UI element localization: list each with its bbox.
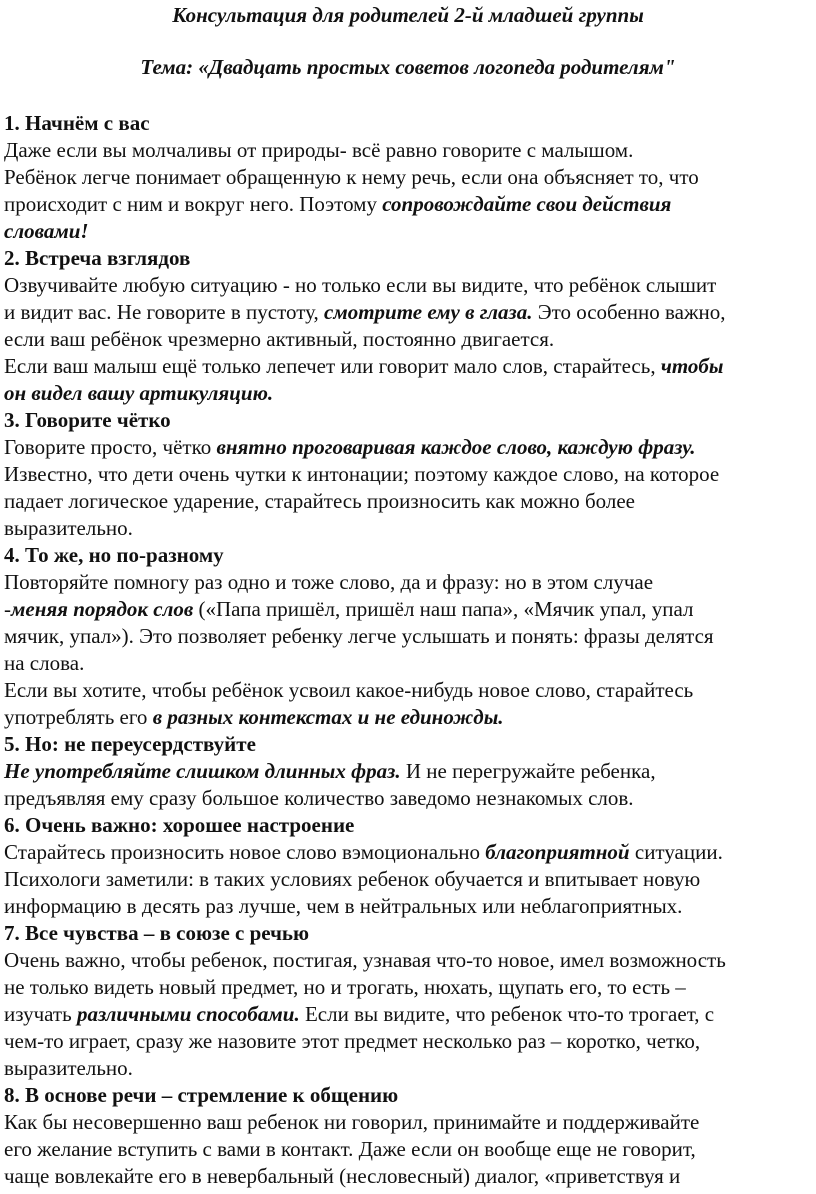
body-text: Как бы несовершенно ваш ребенок ни говорил, принимайте и поддерживайте <box>4 1110 700 1134</box>
document-topic: Тема: «Двадцать простых советов логопеда родителям" <box>140 55 676 79</box>
body-text: Известно, что дети очень чутки к интонации; поэтому каждое слово, на которое <box>4 462 720 486</box>
body-text: изучать <box>4 1002 77 1026</box>
paragraph-line <box>4 1055 816 1082</box>
body-text: Если вы видите, что ребенок что-то трогает, с <box>299 1002 715 1026</box>
paragraph-line <box>4 218 816 245</box>
body-text: если ваш ребёнок чрезмерно активный, постоянно двигается. <box>4 327 555 351</box>
paragraph-line <box>4 785 816 812</box>
section-heading: 1. Начнём с вас <box>4 111 150 135</box>
body-text: на слова. <box>4 651 85 675</box>
body-text: мячик, упал»). Это позволяет ребенку легче услышать и понять: фразы делятся <box>4 624 714 648</box>
paragraph-line <box>4 488 816 515</box>
body-text: Психологи заметили: в таких условиях ребенок обучается и впитывает новую <box>4 867 701 891</box>
body-text: употреблять его <box>4 705 153 729</box>
paragraph-line <box>4 515 816 542</box>
body-text: информацию в десять раз лучше, чем в нейтральных или неблагоприятных. <box>4 894 683 918</box>
section-heading: 5. Но: не переусердствуйте <box>4 732 256 756</box>
paragraph-line <box>4 1109 816 1136</box>
paragraph-line <box>4 866 816 893</box>
body-text: - <box>4 597 11 621</box>
emphasis-text: Не употребляйте слишком длинных фраз. <box>4 759 401 783</box>
section-heading: 2. Встреча взглядов <box>4 246 191 270</box>
section-heading: 4. То же, но по-разному <box>4 543 224 567</box>
paragraph-line <box>4 677 816 704</box>
emphasis-text: словами! <box>4 219 89 243</box>
paragraph-line <box>4 758 816 785</box>
paragraph-line <box>4 974 816 1001</box>
body-text: Старайтесь произносить новое слово вэмоционально <box>4 840 486 864</box>
body-text: Озвучивайте любую ситуацию - но только если вы видите, что ребёнок слышит <box>4 273 717 297</box>
body-text: («Папа пришёл, пришёл наш папа», «Мячик упал, упал <box>193 597 694 621</box>
body-text: Повторяйте помногу раз одно и тоже слово, да и фразу: но в этом случае <box>4 570 654 594</box>
body-text: чем-то играет, сразу же назовите этот предмет несколько раз – коротко, четко, <box>4 1029 701 1053</box>
emphasis-text: он видел вашу артикуляцию. <box>4 381 274 405</box>
emphasis-text: благоприятной <box>485 840 630 864</box>
section-heading: 8. В основе речи – стремление к общению <box>4 1083 399 1107</box>
body-text: происходит с ним и вокруг него. Поэтому <box>4 192 383 216</box>
body-text: Очень важно, чтобы ребенок, постигая, узнавая что-то новое, имел возможность <box>4 948 726 972</box>
section-heading: 3. Говорите чётко <box>4 408 171 432</box>
paragraph-line <box>4 947 816 974</box>
paragraph-line <box>4 380 816 407</box>
paragraph-line <box>4 1163 816 1190</box>
paragraph-line <box>4 326 816 353</box>
paragraph-line <box>4 461 816 488</box>
body-text: предъявляя ему сразу большое количество заведомо незнакомых слов. <box>4 786 634 810</box>
body-text: ситуации. <box>629 840 723 864</box>
paragraph-line <box>4 272 816 299</box>
paragraph-line <box>4 704 816 731</box>
body-text: И не перегружайте ребенка, <box>400 759 656 783</box>
body-text: его желание вступить с вами в контакт. Даже если он вообще еще не говорит, <box>4 1137 696 1161</box>
body-text: и видит вас. Не говорите в пустоту, <box>4 300 325 324</box>
emphasis-text: чтобы <box>660 354 724 378</box>
body-text: чаще вовлекайте его в невербальный (несловесный) диалог, «приветствуя и <box>4 1164 681 1188</box>
paragraph-line <box>4 353 816 380</box>
body-text: не только видеть новый предмет, но и трогать, нюхать, щупать его, то есть – <box>4 975 686 999</box>
section-heading: 6. Очень важно: хорошее настроение <box>4 813 355 837</box>
paragraph-line <box>4 839 816 866</box>
paragraph-line <box>4 623 816 650</box>
paragraph-line <box>4 569 816 596</box>
body-text: Ребёнок легче понимает обращенную к нему речь, если она объясняет то, что <box>4 165 699 189</box>
emphasis-text: различными способами. <box>76 1002 300 1026</box>
paragraph-line <box>4 1136 816 1163</box>
emphasis-text: в разных контекстах и не единожды. <box>152 705 504 729</box>
paragraph-line <box>4 164 816 191</box>
emphasis-text: внятно проговаривая каждое слово, каждую фразу. <box>216 435 696 459</box>
document-title: Консультация для родителей 2-й младшей группы <box>172 3 644 27</box>
body-text: Это особенно важно, <box>532 300 726 324</box>
document-body <box>4 110 816 1190</box>
paragraph-line <box>4 1001 816 1028</box>
emphasis-text: смотрите ему в глаза. <box>324 300 533 324</box>
paragraph-line <box>4 893 816 920</box>
body-text: Если вы хотите, чтобы ребёнок усвоил какое-нибудь новое слово, старайтесь <box>4 678 694 702</box>
body-text: падает логическое ударение, старайтесь произносить как можно более <box>4 489 635 513</box>
paragraph-line <box>4 434 816 461</box>
paragraph-line <box>4 1028 816 1055</box>
emphasis-text: меняя порядок слов <box>11 597 194 621</box>
paragraph-line <box>4 650 816 677</box>
body-text: Даже если вы молчаливы от природы- всё равно говорите с малышом. <box>4 138 634 162</box>
paragraph-line <box>4 596 816 623</box>
body-text: Говорите просто, чётко <box>4 435 217 459</box>
section-heading: 7. Все чувства – в союзе с речью <box>4 921 310 945</box>
paragraph-line <box>4 299 816 326</box>
emphasis-text: сопровождайте свои действия <box>382 192 672 216</box>
body-text: выразительно. <box>4 516 133 540</box>
body-text: выразительно. <box>4 1056 133 1080</box>
body-text: Если ваш малыш ещё только лепечет или говорит мало слов, старайтесь, <box>4 354 661 378</box>
paragraph-line <box>4 137 816 164</box>
paragraph-line <box>4 191 816 218</box>
